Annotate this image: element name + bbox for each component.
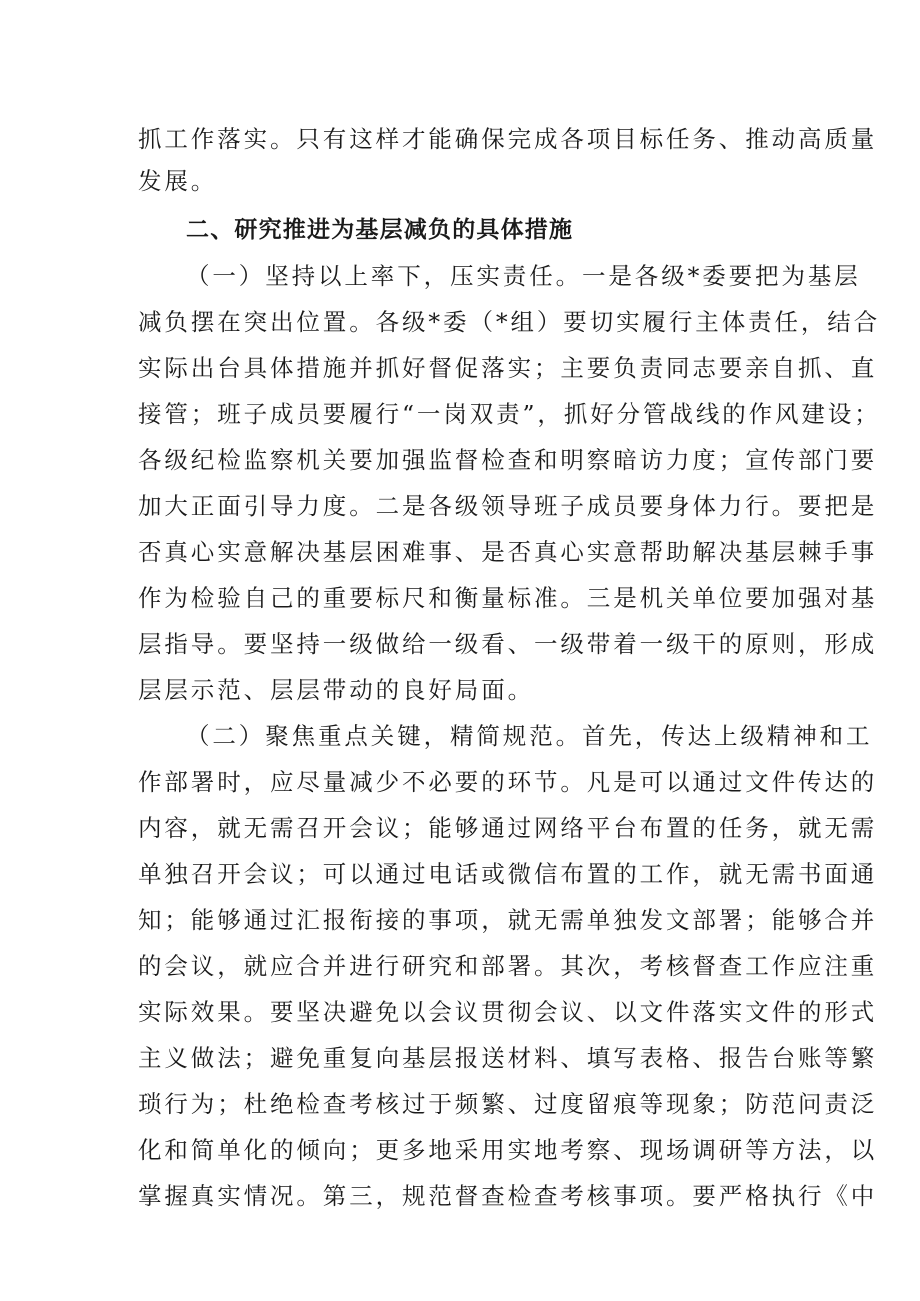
paragraph-1-line: 否真心实意解决基层困难事、是否真心实意帮助解决基层棘手事: [138, 538, 878, 566]
paragraph-1-line: （一）坚持以上率下，压实责任。一是各级*委要把为基层: [186, 262, 861, 290]
body-text-line: 抓工作落实。只有这样才能确保完成各项目标任务、推动高质量: [138, 125, 878, 153]
paragraph-1-line: 实际出台具体措施并抓好督促落实；主要负责同志要亲自抓、直: [138, 354, 878, 382]
paragraph-1-line: 减负摆在突出位置。各级*委（*组）要切实履行主体责任，结合: [138, 308, 881, 336]
paragraph-2-line: 化和简单化的倾向；更多地采用实地考察、现场调研等方法，以: [138, 1136, 878, 1164]
paragraph-2-line: 知；能够通过汇报衔接的事项，就无需单独发文部署；能够合并: [138, 906, 878, 934]
body-text-line: 发展。: [138, 167, 218, 195]
paragraph-2-line: 实际效果。要坚决避免以会议贯彻会议、以文件落实文件的形式: [138, 998, 878, 1026]
paragraph-1-line: 作为检验自己的重要标尺和衡量标准。三是机关单位要加强对基: [138, 584, 878, 612]
paragraph-1-line: 加大正面引导力度。二是各级领导班子成员要身体力行。要把是: [138, 492, 878, 520]
paragraph-2-line: 主义做法；避免重复向基层报送材料、填写表格、报告台账等繁: [138, 1044, 878, 1072]
paragraph-2-line: 作部署时，应尽量减少不必要的环节。凡是可以通过文件传达的: [138, 768, 878, 796]
paragraph-2-line: 单独召开会议；可以通过电话或微信布置的工作，就无需书面通: [138, 860, 878, 888]
paragraph-2-line: （二）聚焦重点关键，精简规范。首先，传达上级精神和工: [186, 722, 873, 750]
paragraph-1-line: 层层示范、层层带动的良好局面。: [138, 676, 534, 704]
paragraph-2-line: 掌握真实情况。第三，规范督查检查考核事项。要严格执行《中: [138, 1182, 878, 1210]
section-heading: 二、研究推进为基层减负的具体措施: [186, 217, 574, 243]
paragraph-2-line: 的会议，就应合并进行研究和部署。其次，考核督查工作应注重: [138, 952, 878, 980]
paragraph-1-line: 接管；班子成员要履行“一岗双责”，抓好分管战线的作风建设；: [138, 400, 881, 428]
paragraph-2-line: 内容，就无需召开会议；能够通过网络平台布置的任务，就无需: [138, 814, 878, 842]
paragraph-1-line: 层指导。要坚持一级做给一级看、一级带着一级干的原则，形成: [138, 630, 878, 658]
paragraph-1-line: 各级纪检监察机关要加强监督检查和明察暗访力度；宣传部门要: [138, 446, 878, 474]
paragraph-2-line: 琐行为；杜绝检查考核过于频繁、过度留痕等现象；防范问责泛: [138, 1090, 878, 1118]
